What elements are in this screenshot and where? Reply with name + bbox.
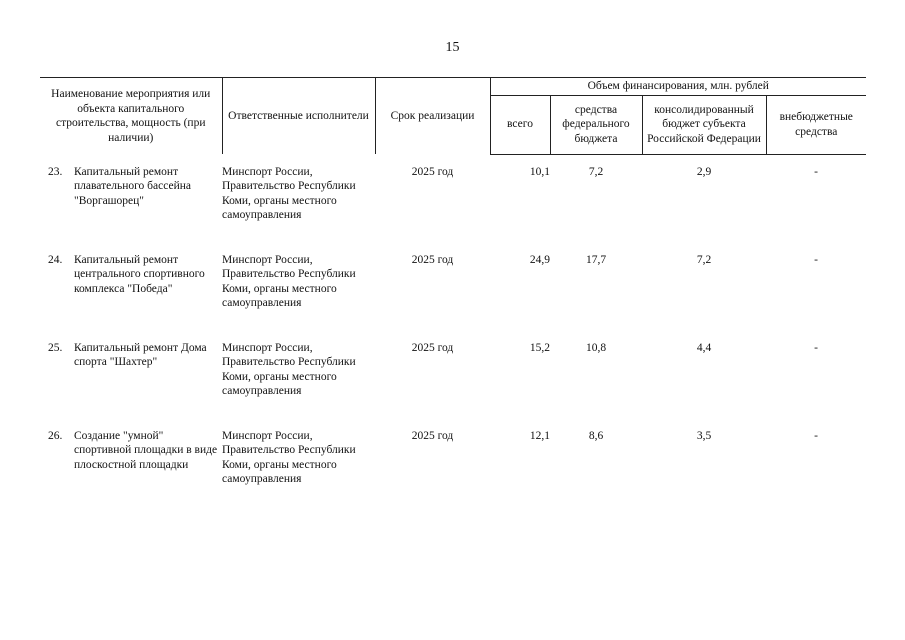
header-period: Срок реализации (375, 78, 490, 155)
header-executors: Ответственные исполнители (222, 78, 375, 155)
row-period: 2025 год (411, 253, 454, 266)
row-regional: 3,5 (696, 429, 712, 442)
row-regional: 4,4 (696, 341, 712, 354)
row-executors: Минспорт России, Правительство Республики Коми, органы местного самоуправления (222, 253, 356, 309)
row-regional: 7,2 (696, 253, 712, 266)
row-name: Капитальный ремонт центрального спортивного комплекса "Победа" (74, 253, 205, 295)
row-number: 23. (48, 165, 63, 178)
row-federal: 7,2 (588, 165, 604, 178)
row-name: Капитальный ремонт плавательного бассейна "Воргашорец" (74, 165, 191, 207)
header-regional: консолидированный бюджет субъекта Российской Федерации (642, 95, 766, 154)
row-extrabudget: - (814, 253, 818, 266)
row-period: 2025 год (411, 341, 454, 354)
row-regional: 2,9 (696, 165, 712, 178)
row-name: Капитальный ремонт Дома спорта "Шахтер" (74, 341, 207, 368)
row-extrabudget: - (814, 165, 818, 178)
header-extrabudget: внебюджетные средства (766, 95, 866, 154)
row-executors: Минспорт России, Правительство Республики Коми, органы местного самоуправления (222, 429, 356, 485)
row-executors: Минспорт России, Правительство Республики Коми, органы местного самоуправления (222, 165, 356, 221)
page-number: 15 (445, 40, 460, 55)
table-row (40, 253, 866, 341)
header-total: всего (490, 95, 550, 154)
row-federal: 10,8 (585, 341, 607, 354)
row-total: 10,1 (529, 165, 550, 178)
row-number: 25. (48, 341, 63, 354)
header-financing-group: Объем финансирования, млн. рублей (490, 78, 866, 96)
row-number: 26. (48, 429, 63, 442)
row-extrabudget: - (814, 429, 818, 442)
row-total: 15,2 (529, 341, 550, 354)
row-total: 12,1 (529, 429, 550, 442)
header-name: Наименование мероприятия или объекта капитального строительства, мощность (при наличии) (40, 78, 222, 155)
row-period: 2025 год (411, 165, 454, 178)
row-total: 24,9 (529, 253, 550, 266)
row-executors: Минспорт России, Правительство Республики Коми, органы местного самоуправления (222, 341, 356, 397)
table-row (40, 165, 866, 253)
financing-table (40, 77, 866, 517)
table-row (40, 429, 866, 517)
row-federal: 17,7 (585, 253, 607, 266)
row-name: Создание "умной" спортивной площадки в виде плоскостной площадки (74, 429, 218, 471)
row-extrabudget: - (814, 341, 818, 354)
header-federal: средства федерального бюджета (550, 95, 642, 154)
row-period: 2025 год (411, 429, 454, 442)
row-federal: 8,6 (588, 429, 604, 442)
table-row (40, 341, 866, 429)
row-number: 24. (48, 253, 63, 266)
